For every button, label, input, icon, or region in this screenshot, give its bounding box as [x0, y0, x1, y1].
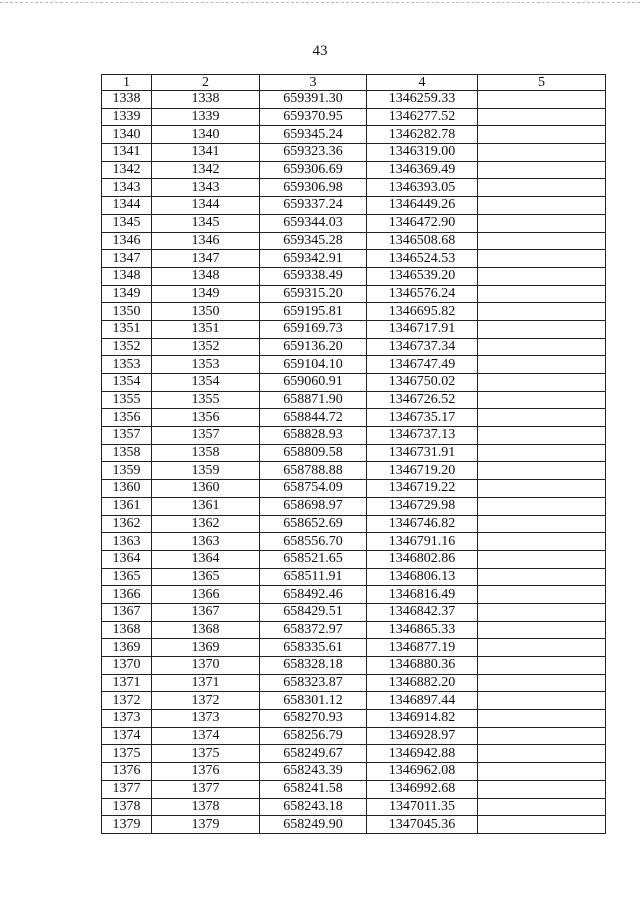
table-cell-col-2: 1350	[152, 303, 260, 321]
table-row	[102, 745, 606, 763]
table-cell-col-4: 1347045.36	[367, 816, 478, 834]
table-cell-col-5	[478, 197, 606, 215]
table-cell-col-1: 1371	[102, 674, 152, 692]
table-cell-col-2: 1365	[152, 568, 260, 586]
table-cell-col-2: 1344	[152, 197, 260, 215]
table-cell-col-1: 1378	[102, 798, 152, 816]
table-cell-col-1: 1377	[102, 780, 152, 798]
table-row	[102, 497, 606, 515]
table-cell-col-3: 658521.65	[260, 550, 367, 568]
table-cell-col-1: 1375	[102, 745, 152, 763]
table-cell-col-3: 659315.20	[260, 285, 367, 303]
table-cell-col-3: 658256.79	[260, 727, 367, 745]
table-cell-col-1: 1376	[102, 763, 152, 781]
table-cell-col-5	[478, 710, 606, 728]
table-cell-col-5	[478, 374, 606, 392]
table-row	[102, 356, 606, 374]
table-cell-col-4: 1346731.91	[367, 444, 478, 462]
table-cell-col-3: 659169.73	[260, 320, 367, 338]
table-cell-col-5	[478, 497, 606, 515]
table-cell-col-5	[478, 462, 606, 480]
table-cell-col-1: 1347	[102, 250, 152, 268]
table-row	[102, 763, 606, 781]
table-row	[102, 674, 606, 692]
table-row	[102, 91, 606, 109]
table-cell-col-3: 658270.93	[260, 710, 367, 728]
table-cell-col-4: 1346842.37	[367, 603, 478, 621]
table-cell-col-4: 1346729.98	[367, 497, 478, 515]
table-cell-col-4: 1346719.22	[367, 480, 478, 498]
column-header-4: 4	[367, 75, 478, 91]
table-cell-col-4: 1346877.19	[367, 639, 478, 657]
table-cell-col-4: 1346277.52	[367, 108, 478, 126]
table-cell-col-5	[478, 409, 606, 427]
table-cell-col-1: 1342	[102, 161, 152, 179]
table-cell-col-3: 658249.67	[260, 745, 367, 763]
table-cell-col-2: 1338	[152, 91, 260, 109]
table-cell-col-3: 659391.30	[260, 91, 367, 109]
table-cell-col-4: 1346508.68	[367, 232, 478, 250]
table-cell-col-5	[478, 161, 606, 179]
table-cell-col-4: 1346747.49	[367, 356, 478, 374]
table-row	[102, 515, 606, 533]
table-cell-col-1: 1370	[102, 657, 152, 675]
column-header-5: 5	[478, 75, 606, 91]
table-cell-col-4: 1346791.16	[367, 533, 478, 551]
table-row	[102, 444, 606, 462]
table-cell-col-3: 658249.90	[260, 816, 367, 834]
table-cell-col-5	[478, 727, 606, 745]
table-cell-col-3: 659344.03	[260, 214, 367, 232]
table-cell-col-3: 659195.81	[260, 303, 367, 321]
table-cell-col-5	[478, 533, 606, 551]
table-row	[102, 480, 606, 498]
table-cell-col-3: 659136.20	[260, 338, 367, 356]
table-cell-col-1: 1364	[102, 550, 152, 568]
table-row	[102, 374, 606, 392]
table-row	[102, 621, 606, 639]
table-cell-col-3: 658871.90	[260, 391, 367, 409]
table-row	[102, 232, 606, 250]
table-cell-col-4: 1346717.91	[367, 320, 478, 338]
table-cell-col-3: 658243.39	[260, 763, 367, 781]
table-cell-col-1: 1345	[102, 214, 152, 232]
table-row	[102, 409, 606, 427]
page-number: 43	[312, 43, 328, 59]
table-cell-col-5	[478, 285, 606, 303]
table-cell-col-2: 1359	[152, 462, 260, 480]
table-cell-col-2: 1368	[152, 621, 260, 639]
table-cell-col-3: 659345.24	[260, 126, 367, 144]
table-cell-col-5	[478, 356, 606, 374]
table-row	[102, 303, 606, 321]
table-cell-col-4: 1346928.97	[367, 727, 478, 745]
table-cell-col-5	[478, 126, 606, 144]
table-cell-col-3: 658429.51	[260, 603, 367, 621]
table-cell-col-1: 1379	[102, 816, 152, 834]
table-row	[102, 462, 606, 480]
table-row	[102, 126, 606, 144]
table-row	[102, 267, 606, 285]
table-cell-col-1: 1363	[102, 533, 152, 551]
table-cell-col-4: 1346539.20	[367, 267, 478, 285]
column-header-3: 3	[260, 75, 367, 91]
table-cell-col-4: 1346816.49	[367, 586, 478, 604]
table-cell-col-1: 1360	[102, 480, 152, 498]
table-cell-col-2: 1366	[152, 586, 260, 604]
table-cell-col-1: 1339	[102, 108, 152, 126]
table-cell-col-1: 1346	[102, 232, 152, 250]
table-cell-col-1: 1362	[102, 515, 152, 533]
table-row	[102, 533, 606, 551]
table-cell-col-4: 1346393.05	[367, 179, 478, 197]
table-cell-col-3: 658556.70	[260, 533, 367, 551]
table-cell-col-2: 1345	[152, 214, 260, 232]
table-cell-col-2: 1377	[152, 780, 260, 798]
table-cell-col-2: 1378	[152, 798, 260, 816]
table-cell-col-4: 1346737.34	[367, 338, 478, 356]
table-row	[102, 391, 606, 409]
table-header-row	[102, 75, 606, 91]
column-header-1: 1	[102, 75, 152, 91]
table-cell-col-2: 1342	[152, 161, 260, 179]
table-row	[102, 320, 606, 338]
table-row	[102, 108, 606, 126]
table-cell-col-3: 659323.36	[260, 144, 367, 162]
table-cell-col-5	[478, 586, 606, 604]
table-row	[102, 338, 606, 356]
table-cell-col-1: 1351	[102, 320, 152, 338]
table-cell-col-5	[478, 303, 606, 321]
table-cell-col-3: 658511.91	[260, 568, 367, 586]
table-cell-col-1: 1372	[102, 692, 152, 710]
table-cell-col-5	[478, 444, 606, 462]
table-cell-col-1: 1356	[102, 409, 152, 427]
table-cell-col-5	[478, 91, 606, 109]
table-row	[102, 550, 606, 568]
table-row	[102, 603, 606, 621]
table-row	[102, 144, 606, 162]
table-cell-col-2: 1341	[152, 144, 260, 162]
table-cell-col-5	[478, 780, 606, 798]
table-cell-col-1: 1350	[102, 303, 152, 321]
table-cell-col-1: 1367	[102, 603, 152, 621]
table-cell-col-2: 1346	[152, 232, 260, 250]
table-cell-col-1: 1340	[102, 126, 152, 144]
table-cell-col-2: 1357	[152, 427, 260, 445]
table-cell-col-2: 1363	[152, 533, 260, 551]
table-cell-col-4: 1346737.13	[367, 427, 478, 445]
table-cell-col-2: 1376	[152, 763, 260, 781]
table-cell-col-1: 1365	[102, 568, 152, 586]
table-cell-col-3: 658754.09	[260, 480, 367, 498]
table-cell-col-4: 1346942.88	[367, 745, 478, 763]
table-cell-col-3: 658328.18	[260, 657, 367, 675]
table-row	[102, 780, 606, 798]
table-cell-col-2: 1369	[152, 639, 260, 657]
table-row	[102, 639, 606, 657]
table-cell-col-2: 1360	[152, 480, 260, 498]
table-cell-col-5	[478, 621, 606, 639]
table-row	[102, 427, 606, 445]
table-cell-col-3: 658844.72	[260, 409, 367, 427]
table-row	[102, 161, 606, 179]
table-row	[102, 586, 606, 604]
table-cell-col-3: 658652.69	[260, 515, 367, 533]
table-cell-col-2: 1362	[152, 515, 260, 533]
table-cell-col-2: 1339	[152, 108, 260, 126]
table-cell-col-2: 1340	[152, 126, 260, 144]
table-cell-col-5	[478, 338, 606, 356]
coordinates-table	[101, 74, 606, 834]
table-cell-col-2: 1370	[152, 657, 260, 675]
table-row	[102, 285, 606, 303]
table-cell-col-4: 1346282.78	[367, 126, 478, 144]
table-cell-col-5	[478, 232, 606, 250]
table-cell-col-5	[478, 816, 606, 834]
table-cell-col-2: 1358	[152, 444, 260, 462]
table-cell-col-4: 1346882.20	[367, 674, 478, 692]
table-cell-col-4: 1346750.02	[367, 374, 478, 392]
table-cell-col-4: 1347011.35	[367, 798, 478, 816]
table-cell-col-2: 1349	[152, 285, 260, 303]
table-cell-col-1: 1352	[102, 338, 152, 356]
table-cell-col-1: 1368	[102, 621, 152, 639]
table-cell-col-5	[478, 179, 606, 197]
table-cell-col-1: 1353	[102, 356, 152, 374]
table-cell-col-4: 1346897.44	[367, 692, 478, 710]
table-cell-col-3: 658788.88	[260, 462, 367, 480]
table-cell-col-3: 659060.91	[260, 374, 367, 392]
table-cell-col-5	[478, 320, 606, 338]
table-cell-col-3: 659337.24	[260, 197, 367, 215]
table-cell-col-5	[478, 515, 606, 533]
table-cell-col-3: 658243.18	[260, 798, 367, 816]
table-cell-col-3: 658698.97	[260, 497, 367, 515]
table-cell-col-1: 1344	[102, 197, 152, 215]
table-cell-col-5	[478, 674, 606, 692]
table-cell-col-4: 1346962.08	[367, 763, 478, 781]
table-cell-col-2: 1353	[152, 356, 260, 374]
table-cell-col-3: 658372.97	[260, 621, 367, 639]
table-cell-col-1: 1369	[102, 639, 152, 657]
table-cell-col-4: 1346992.68	[367, 780, 478, 798]
page-top-rule	[0, 2, 640, 3]
table-cell-col-2: 1343	[152, 179, 260, 197]
table-cell-col-5	[478, 639, 606, 657]
table-cell-col-1: 1373	[102, 710, 152, 728]
table-cell-col-2: 1347	[152, 250, 260, 268]
table-cell-col-5	[478, 763, 606, 781]
table-cell-col-2: 1372	[152, 692, 260, 710]
table-cell-col-4: 1346880.36	[367, 657, 478, 675]
table-cell-col-1: 1348	[102, 267, 152, 285]
table-cell-col-2: 1375	[152, 745, 260, 763]
table-cell-col-4: 1346449.26	[367, 197, 478, 215]
table-cell-col-1: 1357	[102, 427, 152, 445]
table-row	[102, 692, 606, 710]
table-row	[102, 727, 606, 745]
table-cell-col-3: 658241.58	[260, 780, 367, 798]
table-cell-col-1: 1366	[102, 586, 152, 604]
table-cell-col-4: 1346524.53	[367, 250, 478, 268]
table-cell-col-1: 1374	[102, 727, 152, 745]
table-cell-col-2: 1348	[152, 267, 260, 285]
table-cell-col-5	[478, 144, 606, 162]
table-row	[102, 657, 606, 675]
table-cell-col-1: 1358	[102, 444, 152, 462]
table-cell-col-1: 1359	[102, 462, 152, 480]
table-cell-col-5	[478, 550, 606, 568]
table-cell-col-3: 658809.58	[260, 444, 367, 462]
table-cell-col-1: 1341	[102, 144, 152, 162]
table-cell-col-4: 1346319.00	[367, 144, 478, 162]
table-row	[102, 197, 606, 215]
table-cell-col-3: 659338.49	[260, 267, 367, 285]
table-cell-col-3: 659306.69	[260, 161, 367, 179]
table-cell-col-1: 1349	[102, 285, 152, 303]
table-cell-col-5	[478, 480, 606, 498]
table-cell-col-3: 658492.46	[260, 586, 367, 604]
table-cell-col-1: 1338	[102, 91, 152, 109]
table-cell-col-2: 1354	[152, 374, 260, 392]
table-cell-col-1: 1355	[102, 391, 152, 409]
table-cell-col-2: 1367	[152, 603, 260, 621]
table-row	[102, 214, 606, 232]
table-cell-col-5	[478, 568, 606, 586]
table-cell-col-2: 1374	[152, 727, 260, 745]
table-cell-col-2: 1356	[152, 409, 260, 427]
table-cell-col-4: 1346369.49	[367, 161, 478, 179]
table-row	[102, 568, 606, 586]
table-cell-col-4: 1346576.24	[367, 285, 478, 303]
table-cell-col-5	[478, 798, 606, 816]
table-cell-col-4: 1346914.82	[367, 710, 478, 728]
table-cell-col-2: 1352	[152, 338, 260, 356]
table-cell-col-1: 1343	[102, 179, 152, 197]
table-cell-col-4: 1346746.82	[367, 515, 478, 533]
table-cell-col-4: 1346726.52	[367, 391, 478, 409]
table-cell-col-2: 1371	[152, 674, 260, 692]
table-row	[102, 798, 606, 816]
table-cell-col-4: 1346719.20	[367, 462, 478, 480]
table-cell-col-3: 659306.98	[260, 179, 367, 197]
table-cell-col-4: 1346472.90	[367, 214, 478, 232]
table-cell-col-5	[478, 391, 606, 409]
table-cell-col-5	[478, 427, 606, 445]
table-cell-col-5	[478, 250, 606, 268]
table-cell-col-2: 1351	[152, 320, 260, 338]
table-cell-col-4: 1346735.17	[367, 409, 478, 427]
table-cell-col-3: 659370.95	[260, 108, 367, 126]
table-cell-col-3: 658335.61	[260, 639, 367, 657]
table-body	[102, 75, 606, 834]
table-cell-col-5	[478, 692, 606, 710]
table-cell-col-5	[478, 214, 606, 232]
table-cell-col-2: 1379	[152, 816, 260, 834]
table-cell-col-4: 1346806.13	[367, 568, 478, 586]
table-cell-col-1: 1354	[102, 374, 152, 392]
table-cell-col-3: 658828.93	[260, 427, 367, 445]
table-row	[102, 250, 606, 268]
column-header-2: 2	[152, 75, 260, 91]
table-row	[102, 179, 606, 197]
table-cell-col-4: 1346802.86	[367, 550, 478, 568]
table-cell-col-1: 1361	[102, 497, 152, 515]
table-cell-col-5	[478, 108, 606, 126]
table-cell-col-3: 658301.12	[260, 692, 367, 710]
table-cell-col-5	[478, 745, 606, 763]
table-row	[102, 710, 606, 728]
table-cell-col-5	[478, 657, 606, 675]
table-cell-col-2: 1361	[152, 497, 260, 515]
table-cell-col-2: 1355	[152, 391, 260, 409]
table-cell-col-3: 658323.87	[260, 674, 367, 692]
table-cell-col-3: 659104.10	[260, 356, 367, 374]
table-cell-col-2: 1373	[152, 710, 260, 728]
table-cell-col-2: 1364	[152, 550, 260, 568]
table-cell-col-3: 659342.91	[260, 250, 367, 268]
table-cell-col-3: 659345.28	[260, 232, 367, 250]
table-cell-col-5	[478, 603, 606, 621]
table-cell-col-4: 1346695.82	[367, 303, 478, 321]
table-cell-col-4: 1346865.33	[367, 621, 478, 639]
table-row	[102, 816, 606, 834]
table-cell-col-5	[478, 267, 606, 285]
table-cell-col-4: 1346259.33	[367, 91, 478, 109]
